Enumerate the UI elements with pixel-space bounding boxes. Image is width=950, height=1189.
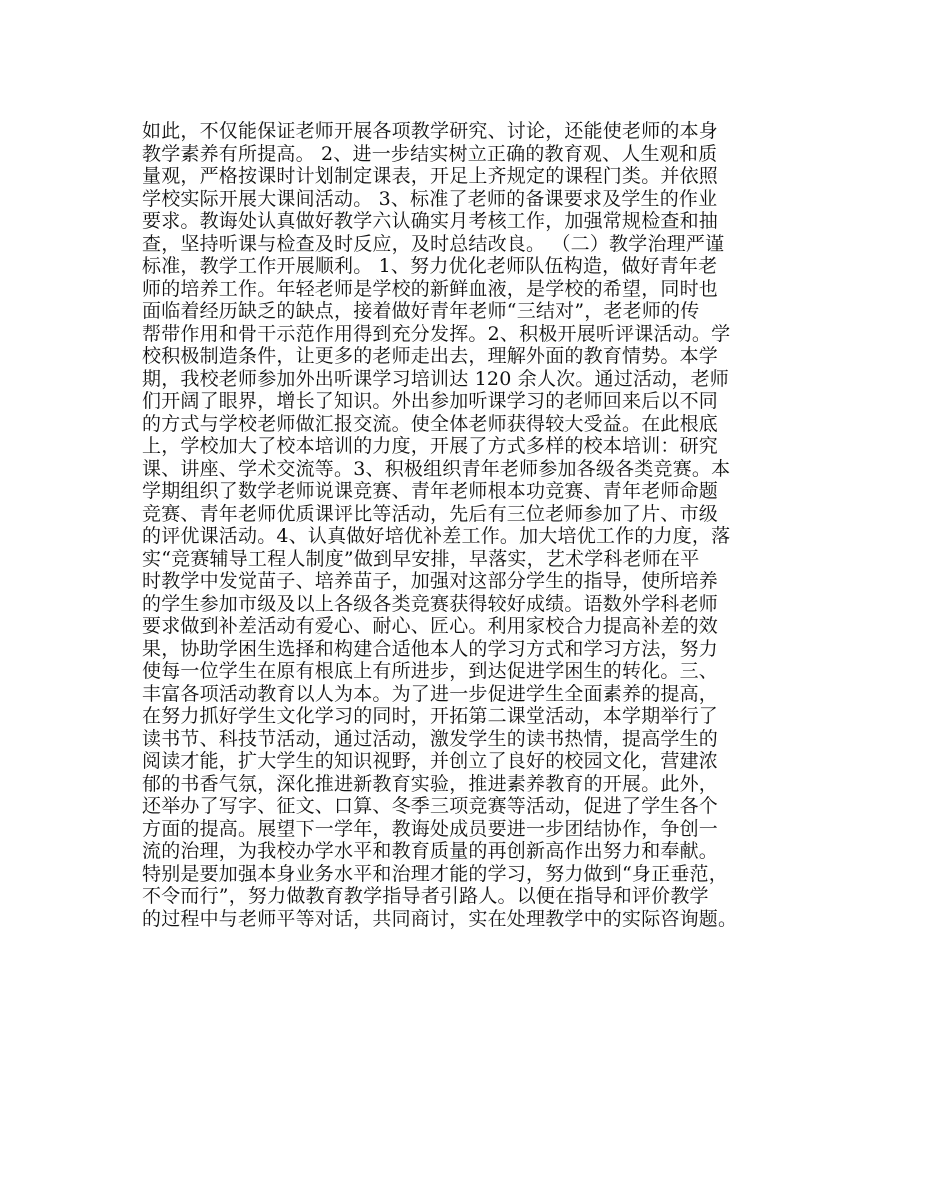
- text-line: 面临着经历缺乏的缺点，接着做好青年老师“三结对”，老老师的传: [142, 300, 700, 322]
- text-line: 丰富各项活动教育以人为本。为了进一步促进学生全面素养的提高，: [142, 682, 719, 705]
- text-line: 在努力抓好学生文化学习的同时，开拓第二课堂活动，本学期举行了: [142, 705, 719, 727]
- text-line: 们开阔了眼界，增长了知识。外出参加听课学习的老师回来后以不同: [142, 390, 719, 412]
- text-line: 师的培养工作。年轻老师是学校的新鲜血液，是学校的希望，同时也: [142, 277, 719, 300]
- text-line: 果，协助学困生选择和构建合适他本人的学习方式和学习方法，努力: [142, 637, 719, 660]
- text-line: 的过程中与老师平等对话，共同商讨，实在处理教学中的实际咨询题。: [142, 907, 738, 930]
- text-line: 实“竞赛辅导工程人制度”做到早安排，早落实，艺术学科老师在平: [142, 547, 700, 570]
- text-line: 教学素养有所提高。 2、进一步结实树立正确的教育观、人生观和质: [142, 142, 718, 165]
- text-line: 特别是要加强本身业务水平和治理才能的学习，努力做到“身正垂范，: [142, 862, 728, 885]
- text-line: 时教学中发觉苗子、培养苗子，加强对这部分学生的指导，使所培养: [142, 570, 719, 592]
- text-line: 使每一位学生在原有根底上有所进步，到达促进学困生的转化。三、: [142, 660, 719, 682]
- text-line: 竞赛、青年老师优质课评比等活动，先后有三位老师参加了片、市级: [142, 502, 719, 525]
- text-line: 的方式与学校老师做汇报交流。使全体老师获得较大受益。在此根底: [142, 412, 719, 435]
- text-line: 郁的书香气氛，深化推进新教育实验，推进素养教育的开展。此外，: [142, 772, 719, 795]
- text-line: 查，坚持听课与检查及时反应，及时总结改良。 （二）教学治理严谨: [142, 232, 725, 255]
- text-line: 不令而行”，努力做教育教学指导者引路人。以便在指导和评价教学: [142, 885, 709, 907]
- text-line: 如此，不仅能保证老师开展各项教学研究、讨论，还能使老师的本身: [142, 120, 719, 142]
- text-line: 要求做到补差活动有爱心、耐心、匠心。利用家校合力提高补差的效: [142, 615, 719, 637]
- text-line: 期，我校老师参加外出听课学习培训达 120 余人次。通过活动，老师: [142, 367, 729, 390]
- text-line: 学校实际开展大课间活动。 3、标准了老师的备课要求及学生的作业: [142, 187, 718, 210]
- text-line: 帮带作用和骨干示范作用得到充分发挥。2、积极开展听评课活动。学: [142, 322, 731, 345]
- text-line: 学期组织了数学老师说课竞赛、青年老师根本功竞赛、青年老师命题: [142, 480, 719, 502]
- body-text: [142, 120, 822, 930]
- text-line: 方面的提高。展望下一学年，教诲处成员要进一步团结协作，争创一: [142, 817, 719, 840]
- text-line: 要求。教诲处认真做好教学六认确实月考核工作，加强常规检查和抽: [142, 210, 719, 232]
- text-line: 的学生参加市级及以上各级各类竞赛获得较好成绩。语数外学科老师: [142, 592, 719, 615]
- text-line: 校积极制造条件，让更多的老师走出去，理解外面的教育情势。本学: [142, 345, 719, 367]
- text-line: 上，学校加大了校本培训的力度，开展了方式多样的校本培训：研究: [142, 435, 719, 457]
- text-line: 阅读才能，扩大学生的知识视野，并创立了良好的校园文化，营建浓: [142, 750, 719, 772]
- text-line: 读书节、科技节活动，通过活动，激发学生的读书热情，提高学生的: [142, 727, 719, 750]
- text-line: 标准，教学工作开展顺利。 1、努力优化老师队伍构造，做好青年老: [142, 255, 718, 277]
- text-line: 量观，严格按课时计划制定课表，开足上齐规定的课程门类。并依照: [142, 165, 719, 187]
- text-line: 的评优课活动。4、认真做好培优补差工作。加大培优工作的力度，落: [142, 525, 731, 547]
- text-line: 课、讲座、学术交流等。3、积极组织青年老师参加各级各类竞赛。本: [142, 457, 731, 480]
- text-line: 还举办了写字、征文、口算、冬季三项竞赛等活动，促进了学生各个: [142, 795, 719, 817]
- text-line: 流的治理，为我校办学水平和教育质量的再创新高作出努力和奉献。: [142, 840, 719, 862]
